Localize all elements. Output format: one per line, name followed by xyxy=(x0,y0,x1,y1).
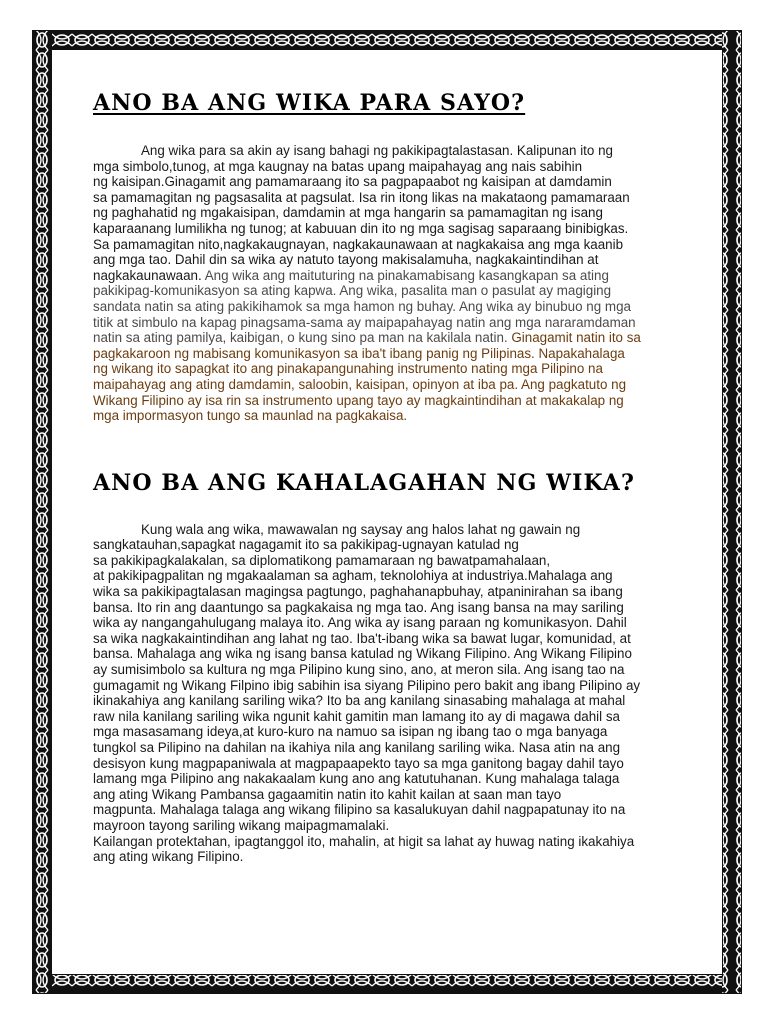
text-line: sangkatauhan,sapagkat nagagamit ito sa pakikipag-ugnayan katulad ng xyxy=(93,537,519,553)
text-line: Sa pamamagitan nito,nagkakaugnayan, nagkakaunawaan at nagkakaisa ang mga kaanib xyxy=(93,236,624,252)
section1-paragraph xyxy=(93,143,683,424)
text-line: tungkol sa Pilipino na dahilan na ikahiya nila ang kanilang sariling wika. Nasa atin na ang xyxy=(93,740,621,755)
text-line: Wikang Filipino ay isa rin sa instrumento upang tayo ay magkaintindihan at makakalap ng xyxy=(93,392,624,408)
section1-heading: ANO BA ANG WIKA PARA SAYO? xyxy=(93,90,526,116)
text-line: titik at simbulo na kapag pinagsama-sama ay maipapahayag natin ang mga nararamdaman xyxy=(93,314,636,330)
text-line: wika sa pakikipagtalasan magingsa pagtungo, paghahanapbuhay, atpaninirahan sa ibang xyxy=(93,584,623,600)
document-content xyxy=(93,90,683,865)
text-line: ng kaisipan.Ginagamit ang pamamaraang ito sa pagpapaabot ng kaisipan at damdamin xyxy=(93,174,612,190)
text-line: bansa. Ito rin ang daantungo sa pagkakaisa ng mga tao. Ang isang bansa na may sariling xyxy=(93,599,624,615)
text-line: ikinakahiya ang kanilang sariling wika? Ito ba ang kanilang sinasabing mahalaga at mahal xyxy=(93,693,626,709)
text-line: Kailangan protektahan, ipagtanggol ito, mahalin, at higit sa lahat ay huwag nating ikakahiya xyxy=(93,833,635,849)
text-line: mga simbolo,tunog, at mga kaugnay na batas upang maipahayag ang nais sabihin xyxy=(93,158,583,174)
text-line: bansa. Mahalaga ang wika ng isang bansa katulad ng Wikang Filipino. Ang Wikang Filipino xyxy=(93,646,632,662)
text-line: nagkakaunawaan. Ang wika ang maituturing na pinakamabisang kasangkapan sa ating xyxy=(93,267,609,283)
text-line: pakikipag-komunikasyon sa ating kapwa. Ang wika, pasalita man o pasulat ay magiging xyxy=(93,283,612,299)
text-line: ang mga tao. Dahil din sa wika ay natuto tayong makisalamuha, nagkakaintindihan at xyxy=(93,252,599,268)
text-line: sandata natin sa ating pakikihamok sa mga hamon ng buhay. Ang wika ay binubuo ng mga xyxy=(93,298,631,314)
text-line: natin sa ating pamilya, kaibigan, o kung sino pa man na kakilala natin. Ginagamit natin ito sa xyxy=(93,330,641,346)
text-line: raw nila kanilang sariling wika ngunit kahit gamitin man lamang ito ay di magawa dahil sa xyxy=(93,708,620,724)
section2-paragraph xyxy=(93,522,683,865)
text-line: maipahayag ang ating damdamin, saloobin, kaisipan, opinyon at iba pa. Ang pagkatuto ng xyxy=(93,376,627,392)
text-line: pagkakaroon ng mabisang komunikasyon sa iba't ibang panig ng Pilipinas. Napakahalaga xyxy=(93,345,625,361)
text-line: wika ay nangangahulugang malaya ito. Ang wika ay isang paraan ng komunikasyon. Dahil xyxy=(93,615,627,631)
text-line: Kung wala ang wika, mawawalan ng saysay ang halos lahat ng gawain ng xyxy=(141,521,581,537)
text-line: kaparaanang lumilikha ng tunog; at kabuuan din ito ng mga sagisag saparaang binibigkas. xyxy=(93,220,629,236)
text-line: at pakikipagpalitan ng mgakaalaman sa agham, teknolohiya at industriya.Mahalaga ang xyxy=(93,568,613,584)
text-line: sa pamamagitan ng pagsasalita at pagsulat. Isa rin itong likas na makataong pamamaraan xyxy=(93,189,630,205)
text-line: Ang wika para sa akin ay isang bahagi ng pakikipagtalastasan. Kalipunan ito ng xyxy=(141,143,613,158)
text-line: ng paghahatid ng mgakaisipan, damdamin at mga hangarin sa pamamagitan ng isang xyxy=(93,205,603,221)
text-line: magpunta. Mahalaga talaga ang wikang filipino sa kasalukuyan dahil nagpapatunay ito na xyxy=(93,802,626,818)
text-line: ay sumisimbolo sa kultura ng mga Pilipino kung sino, ano, at meron sila. Ang isang tao na xyxy=(93,662,625,678)
text-line: mga impormasyon tungo sa maunlad na pagkakaisa. xyxy=(93,408,408,424)
text-line: sa wika nagkakaintindihan ang lahat ng tao. Iba't-ibang wika sa bawat lugar, komunidad, at xyxy=(93,630,631,646)
text-line: sa pakikipagkalakalan, sa diplomatikong pamamaraan ng bawatpamahalaan, xyxy=(93,552,551,568)
section2-heading: ANO BA ANG KAHALAGAHAN NG WIKA? xyxy=(93,469,635,496)
text-line: ang ating Wikang Pambansa gagaamitin natin ito kahit kailan at saan man tayo xyxy=(93,786,562,802)
text-line: ang ating wikang Filipino. xyxy=(93,849,244,865)
text-line: gumagamit ng Wikang Filpino ibig sabihin isa siyang Pilipino pero bakit ang ibang Pilipino ay xyxy=(93,677,641,693)
text-line: mayroon tayong sariling wikang maipagmamalaki. xyxy=(93,817,390,833)
text-line: ng wikang ito sapagkat ito ang pinakapangunahing instrumento nating mga Pilipino na xyxy=(93,361,603,377)
text-line: mga masasamang ideya,at kuro-kuro na namuo sa isipan ng ibang tao o mga banyaga xyxy=(93,724,608,740)
text-line: lamang mga Pilipino ang nakakaalam kung ano ang katutuhanan. Kung mahalaga talaga xyxy=(93,771,620,787)
text-line: desisyon kung magpapaniwala at magpapaapekto tayo sa mga ganitong bagay dahil tayo xyxy=(93,755,624,771)
